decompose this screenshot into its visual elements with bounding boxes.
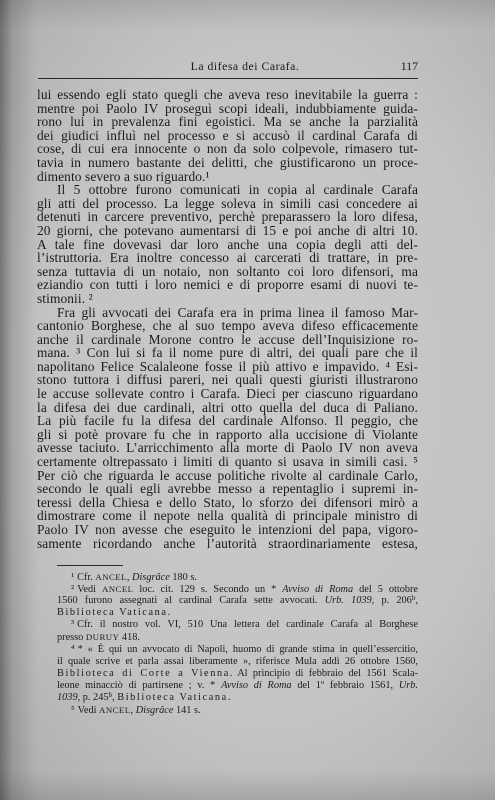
body-line: tavia in numero bastante dei delitti, che giustificarono un proce- xyxy=(37,154,418,170)
footnote-line: leone minacciò di partirsene ; v. * Avviso di Roma del 1º febbraio 1561, Urb. xyxy=(57,679,419,691)
footnote-marker: ⁴ xyxy=(71,643,75,655)
body-line: A tale fine dovevasi dar loro anche una copia degli atti del- xyxy=(37,236,418,252)
body-line: eziandio con tutti i loro nemici e di proporre esami di nuovi te- xyxy=(37,277,418,293)
body-line: napolitano Felice Scalaleone fosse il più attivo e impavido. ⁴ Esi- xyxy=(37,358,418,374)
body-line: secondo le quali egli avrebbe messo a repentaglio i supremi in- xyxy=(37,481,418,497)
footnote-line: ⁴ * « È qui un avvocato di Napoli, huomo di grande stima in quell’essercitio, xyxy=(71,643,418,655)
body-line: mentre poi Paolo IV proseguì scopi ideali, indubbiamente guida- xyxy=(37,100,418,116)
body-line: Fra gli avvocati dei Carafa era in prima linea il famoso Mar- xyxy=(57,304,418,320)
running-title: La difesa dei Carafa. xyxy=(190,59,300,73)
body-line: detenuti in carcere preventivo, perchè preparassero la loro difesa, xyxy=(37,209,418,225)
footnote-line: Biblioteca Vaticana. xyxy=(57,607,171,619)
body-line: Per ciò che riguarda le accuse politiche rivolte al cardinale Carlo, xyxy=(37,467,418,483)
body-line: certamente oltrepassato i limiti di quanto si usava in simili casi. ⁵ xyxy=(37,454,418,470)
body-line: l’istruttoria. Era inoltre concesso ai carcerati di trattare, in pre- xyxy=(37,250,418,266)
body-line: cose, di cui era innocente o non da solo colpevole, rimasero tut- xyxy=(37,141,418,157)
body-line: la difesa dei due cardinali, altri otto quella del duca di Paliano. xyxy=(37,399,418,415)
body-line: gli si potè provare fu che in rapporto alla uccisione di Violante xyxy=(37,426,418,442)
body-line: 20 giorni, che potevano aumentarsi di 15 e poi anche di altri 10. xyxy=(37,222,418,238)
body-line: gli atti del processo. La legge soleva in simili casi concedere ai xyxy=(37,195,418,211)
header-rule xyxy=(38,78,418,79)
footnote xyxy=(57,583,418,619)
body-line: dimento severo a suo riguardo.¹ xyxy=(37,168,210,184)
body-line: mana. ³ Con lui si fa il nome pure di altri, dei quali pare che il xyxy=(37,345,418,361)
footnote-marker: ⁵ xyxy=(71,705,75,717)
footnote-marker: ³ xyxy=(71,619,75,631)
footnote xyxy=(57,619,418,643)
footnote-marker: ¹ xyxy=(71,572,75,583)
footnotes xyxy=(57,571,418,716)
body-line: senza tuttavia di un notaio, non soltanto coi loro difensori, ma xyxy=(37,263,418,279)
body-line: stono tuttora i diffusi pareri, nei quali questi giuristi illustrarono xyxy=(37,372,418,388)
body-line: stimonii. ² xyxy=(37,290,93,306)
footnote-marker: ² xyxy=(71,584,75,596)
body-line: Il 5 ottobre furono comunicati in copia al cardinale Carafa xyxy=(57,182,418,198)
body-line: cantonio Borghese, che al suo tempo aveva difeso efficacemente xyxy=(37,318,418,334)
body-line: avesse taciuto. L’arricchimento alla morte di Paolo IV non aveva xyxy=(37,440,418,456)
footnote-line: 1560 furono assegnati al cardinal Carafa sette avvocati. Urb. 1039, p. 206$^b$, xyxy=(57,593,419,607)
body-line: anche il cardinale Morone contro le accuse dell’Inquisizione ro- xyxy=(37,331,418,347)
footnote-line: ¹ Cfr. ANCEL, Disgrâce 180 s. xyxy=(71,572,197,583)
body-line: La più facile fu la difesa del cardinale Alfonso. Il peggio, che xyxy=(37,413,418,429)
body-line: lui essendo egli stato quegli che aveva reso inevitabile la guerra : xyxy=(37,87,418,102)
page-body xyxy=(37,88,418,550)
paragraph xyxy=(37,183,418,305)
paragraph xyxy=(37,306,418,551)
footnote-line: ³ Cfr. il nostro vol. VI, 510 Una lettera del cardinale Carafa al Borghese xyxy=(71,619,418,631)
body-line: teressi della Chiesa e dello Stato, lo sforzo dei difensori mirò a xyxy=(37,494,418,510)
footnote-line: 1039, p. 245$^b$, Biblioteca Vaticana. xyxy=(57,690,231,703)
body-line: Paolo IV non avesse che eseguito le intenzioni del papa, vigoro- xyxy=(37,522,418,537)
footnote-line: presso DURUY 418. xyxy=(57,632,140,644)
body-line: dei giudici influì nel processo e si accusò il cardinal Carafa di xyxy=(37,127,418,143)
body-line: dimostrare come il nepote nella qualità di principale ministro di xyxy=(37,508,418,524)
page-number: 117 xyxy=(400,59,418,73)
footnote-line: ⁵ Vedi ANCEL, Disgrâce 141 s. xyxy=(71,705,201,717)
footnote xyxy=(57,571,418,583)
footnote-line: il quale scrive et parla assai liberamente », riferisce Mula addì 26 ottobre 1560, xyxy=(57,655,418,667)
footnote xyxy=(57,704,418,716)
paragraph xyxy=(37,88,418,183)
footnote-line: ² Vedi ANCEL loc. cit. 129 s. Secondo un * Avviso di Roma del 5 ottobre xyxy=(71,584,419,596)
body-line: rono lui in prevalenza fini egoistici. Ma se anche la parzialità xyxy=(37,114,418,130)
footnote xyxy=(57,644,418,704)
footnote-line: Biblioteca di Corte a Vienna. Al principio di febbraio del 1561 Scala- xyxy=(57,667,418,679)
body-line: le accuse sollevate contro i Carafa. Dieci per ciascuno riguardano xyxy=(37,386,418,402)
footnote-rule xyxy=(57,565,123,566)
body-line: samente ricordando anche l’autorità straordinariamente estesa, xyxy=(37,535,418,551)
